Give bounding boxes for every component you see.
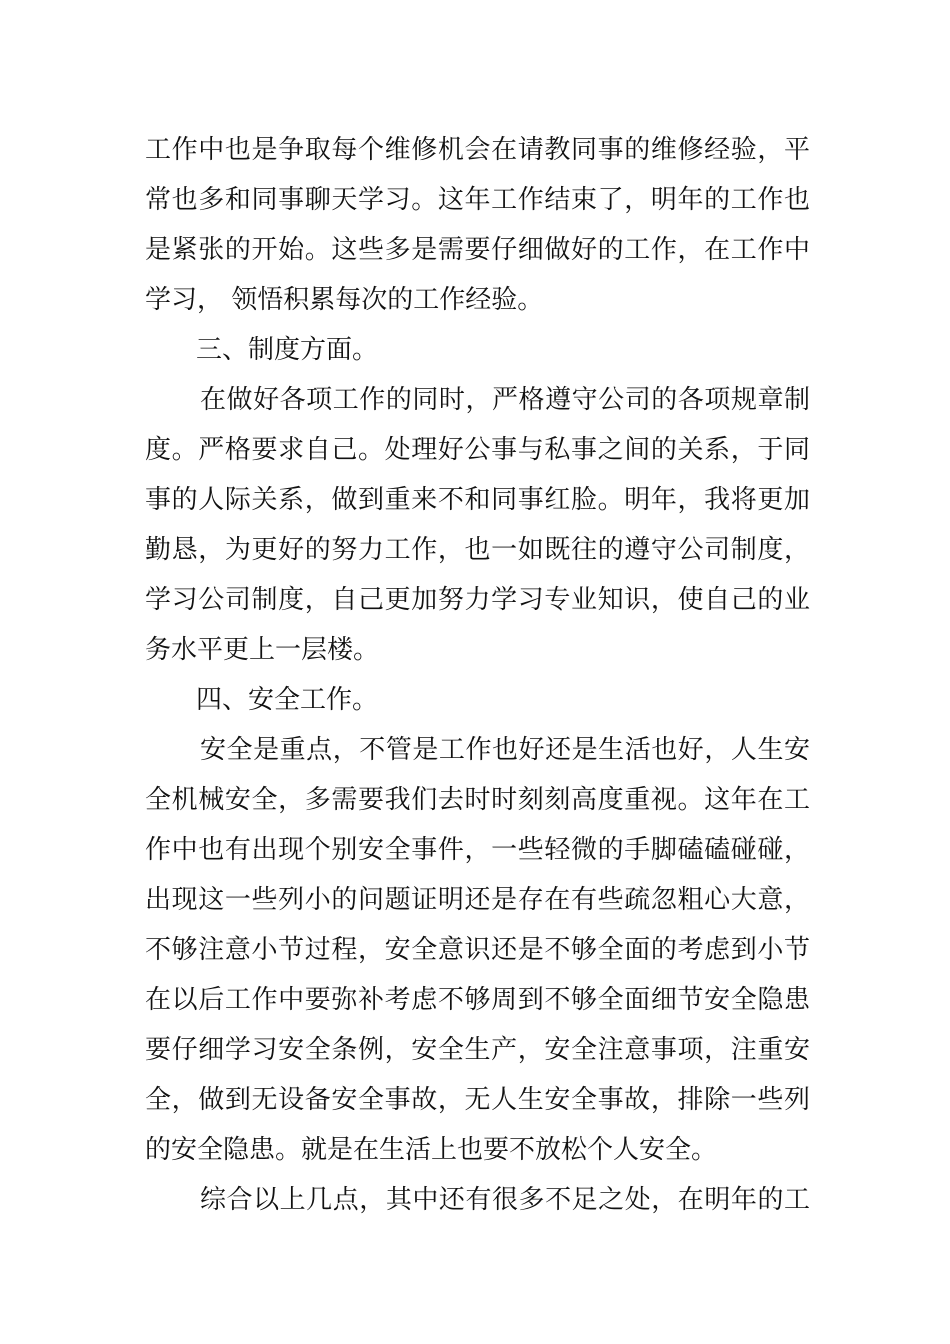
paragraph-line: 是紧张的开始。这些多是需要仔细做好的工作，在工作中 [145, 235, 810, 265]
paragraph-line: 勤恳，为更好的努力工作，也一如既往的遵守公司制度， [145, 535, 810, 565]
paragraph-line: 出现这一些列小的问题证明还是存在有些疏忽粗心大意， [145, 885, 810, 915]
paragraph-line: 综合以上几点，其中还有很多不足之处，在明年的工 [200, 1185, 810, 1215]
section-heading: 三、制度方面。 [196, 335, 379, 365]
paragraph-line: 学习， 领悟积累每次的工作经验。 [145, 285, 544, 315]
paragraph-line: 要仔细学习安全条例，安全生产，安全注意事项，注重安 [145, 1035, 810, 1065]
paragraph-line: 全机械安全，多需要我们去时时刻刻高度重视。这年在工 [145, 785, 810, 815]
paragraph-line: 工作中也是争取每个维修机会在请教同事的维修经验，平 [145, 135, 810, 165]
paragraph-line: 学习公司制度，自己更加努力学习专业知识，使自己的业 [145, 585, 810, 615]
paragraph-line: 事的人际关系，做到重来不和同事红脸。明年，我将更加 [145, 485, 810, 515]
paragraph-line: 全，做到无设备安全事故，无人生安全事故，排除一些列 [145, 1085, 810, 1115]
paragraph-line: 度。严格要求自己。处理好公事与私事之间的关系，于同 [145, 435, 810, 465]
paragraph-line: 不够注意小节过程，安全意识还是不够全面的考虑到小节 [145, 935, 810, 965]
paragraph-line: 务水平更上一层楼。 [145, 635, 380, 665]
paragraph-line: 常也多和同事聊天学习。这年工作结束了，明年的工作也 [145, 185, 810, 215]
paragraph-line: 的安全隐患。就是在生活上也要不放松个人安全。 [145, 1135, 718, 1165]
section-heading: 四、安全工作。 [196, 685, 379, 715]
paragraph-line: 作中也有出现个别安全事件，一些轻微的手脚磕磕碰碰， [145, 835, 810, 865]
paragraph-line: 安全是重点，不管是工作也好还是生活也好，人生安 [200, 735, 810, 765]
paragraph-line: 在做好各项工作的同时，严格遵守公司的各项规章制 [200, 385, 810, 415]
paragraph-line: 在以后工作中要弥补考虑不够周到不够全面细节安全隐患 [145, 985, 810, 1015]
